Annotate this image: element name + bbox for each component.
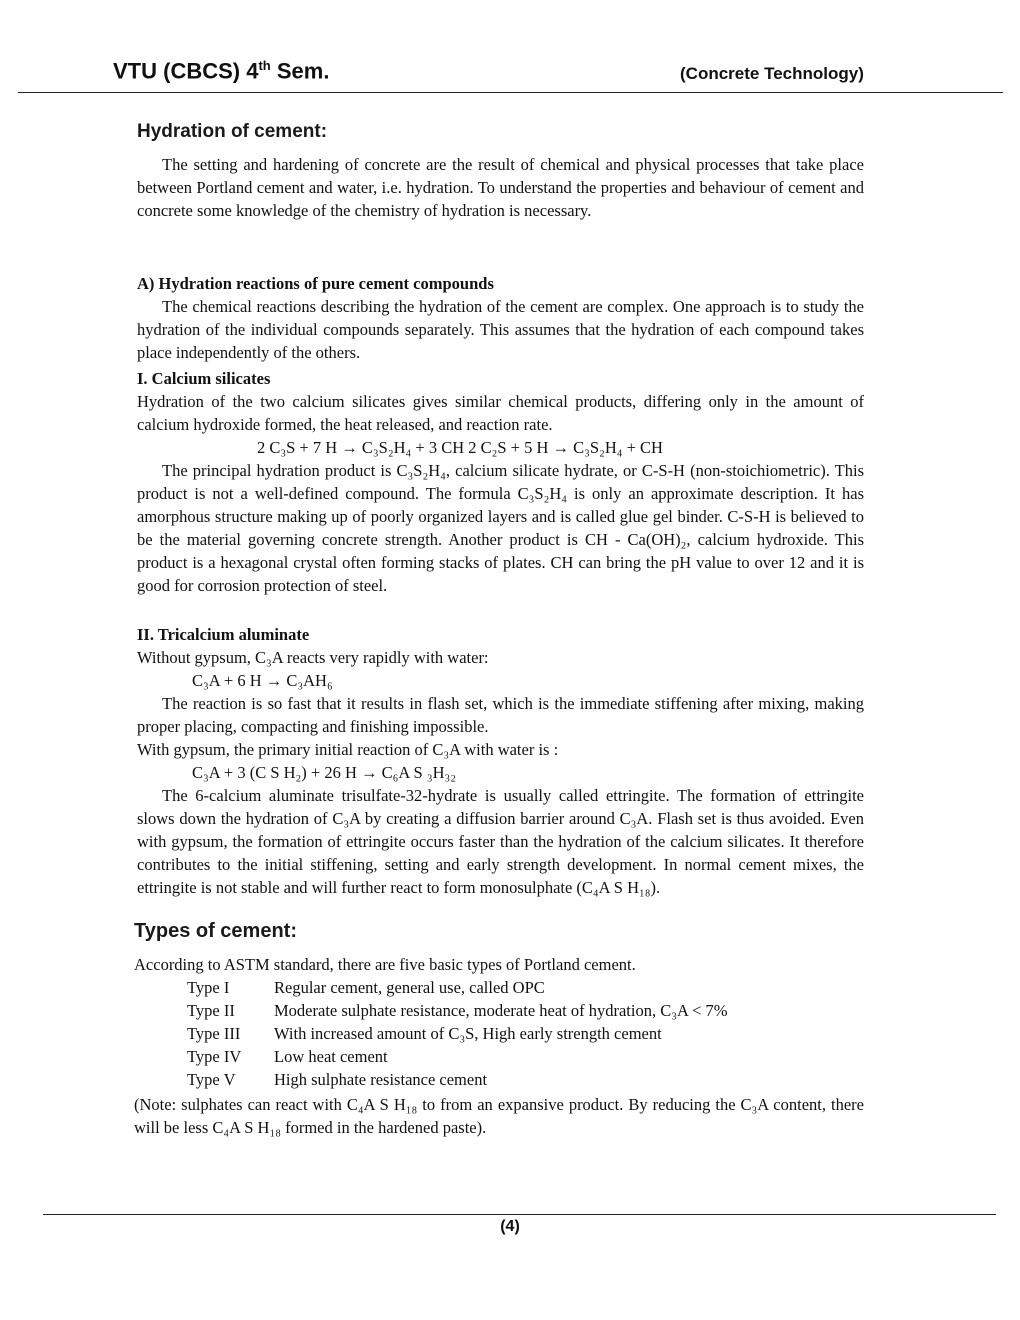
section-2-text4: The 6-calcium aluminate trisulfate-32-hydrate is usually called ettringite. The formation of ettringite slows down the hydration of C₃A by creating a diffusion barrier around C₃A. Flash set is thus avoided. Even with gypsum, the formation of ettringite occurs faster than the hydration of the calcium silicates. It therefore contributes to the initial stiffening, setting and early strength development. In normal cement mixes, the ettringite is not stable and will further react to form monosulphate (C₄A S H₁₈). — [137, 786, 864, 897]
section-2 — [137, 623, 864, 899]
section-2-heading: II. Tricalcium aluminate — [137, 625, 310, 644]
section-a — [137, 272, 864, 364]
type-name: Type IV — [187, 1047, 242, 1066]
footer-divider — [43, 1214, 996, 1215]
types-section — [134, 953, 864, 1139]
type-row — [134, 1068, 864, 1091]
header-sup: th — [258, 58, 271, 73]
header-subject: (Concrete Technology) — [680, 64, 864, 83]
section-1-equation: 2 C₃S + 7 H → C₃S₂H₄ + 3 CH 2 C₂S + 5 H → C₃S₂H₄ + CH — [257, 438, 663, 457]
type-name: Type III — [187, 1024, 241, 1043]
hydration-heading: Hydration of cement: — [137, 121, 328, 142]
section-1-heading: I. Calcium silicates — [137, 369, 271, 388]
type-name: Type I — [187, 978, 230, 997]
type-row — [134, 999, 864, 1022]
hydration-intro — [137, 153, 864, 222]
type-desc: With increased amount of C₃S, High early strength cement — [274, 1024, 662, 1043]
type-desc: High sulphate resistance cement — [274, 1070, 488, 1089]
section-2-text3: With gypsum, the primary initial reaction of C₃A with water is : — [137, 740, 559, 759]
types-intro: According to ASTM standard, there are five basic types of Portland cement. — [134, 955, 636, 974]
header-divider — [18, 92, 1003, 93]
header-course: VTU (CBCS) 4 — [113, 58, 259, 84]
type-desc: Moderate sulphate resistance, moderate heat of hydration, C₃A < 7% — [274, 1001, 728, 1020]
section-2-text: Without gypsum, C₃A reacts very rapidly with water: — [137, 648, 489, 667]
types-note: (Note: sulphates can react with C₄A S H₁₈ to from an expansive product. By reducing the C₃A content, there will be less C₄A S H₁₈ formed in the hardened paste). — [134, 1095, 864, 1137]
type-row — [134, 1045, 864, 1068]
section-1-text: Hydration of the two calcium silicates gives similar chemical products, differing only in the amount of calcium hydroxide formed, the heat released, and reaction rate. — [137, 392, 864, 434]
section-1-text2: The principal hydration product is C₃S₂H₄, calcium silicate hydrate, or C-S-H (non-stoichiometric). This product is not a well-defined compound. The formula C₃S₂H₄ is only an approximate description. It has amorphous structure making up of poorly organized layers and is called glue gel binder. C-S-H is believed to be the material governing concrete strength. Another product is CH - Ca(OH)₂, calcium hydroxide. This product is a hexagonal crystal often forming stacks of plates. CH can bring the pH value to over 12 and it is good for corrosion protection of steel. — [137, 461, 864, 595]
section-a-heading: A) Hydration reactions of pure cement compounds — [137, 274, 494, 293]
type-desc: Low heat cement — [274, 1047, 388, 1066]
intro-paragraph: The setting and hardening of concrete are the result of chemical and physical processes that take place between Portland cement and water, i.e. hydration. To understand the properties and behaviour of cement and concrete some knowledge of the chemistry of hydration is necessary. — [137, 155, 864, 220]
type-name: Type II — [187, 1001, 235, 1020]
page-number: (4) — [500, 1218, 520, 1235]
header-title — [113, 58, 329, 84]
section-2-equation: C₃A + 6 H → C₃AH₆ — [192, 671, 333, 690]
header-sem: Sem. — [270, 58, 330, 84]
type-name: Type V — [187, 1070, 236, 1089]
section-2-text2: The reaction is so fast that it results in flash set, which is the immediate stiffening after mixing, making proper placing, compacting and finishing impossible. — [137, 694, 864, 736]
section-2-equation2: C₃A + 3 (C S H₂) + 26 H → C₆A S ₃H₃₂ — [192, 763, 456, 782]
type-row — [134, 1022, 864, 1045]
section-1 — [137, 367, 864, 597]
type-desc: Regular cement, general use, called OPC — [274, 978, 545, 997]
types-heading: Types of cement: — [134, 920, 297, 942]
type-row — [134, 976, 864, 999]
section-a-text: The chemical reactions describing the hydration of the cement are complex. One approach is to study the hydration of the individual compounds separately. This assumes that the hydration of each compound takes place independently of the others. — [137, 297, 864, 362]
